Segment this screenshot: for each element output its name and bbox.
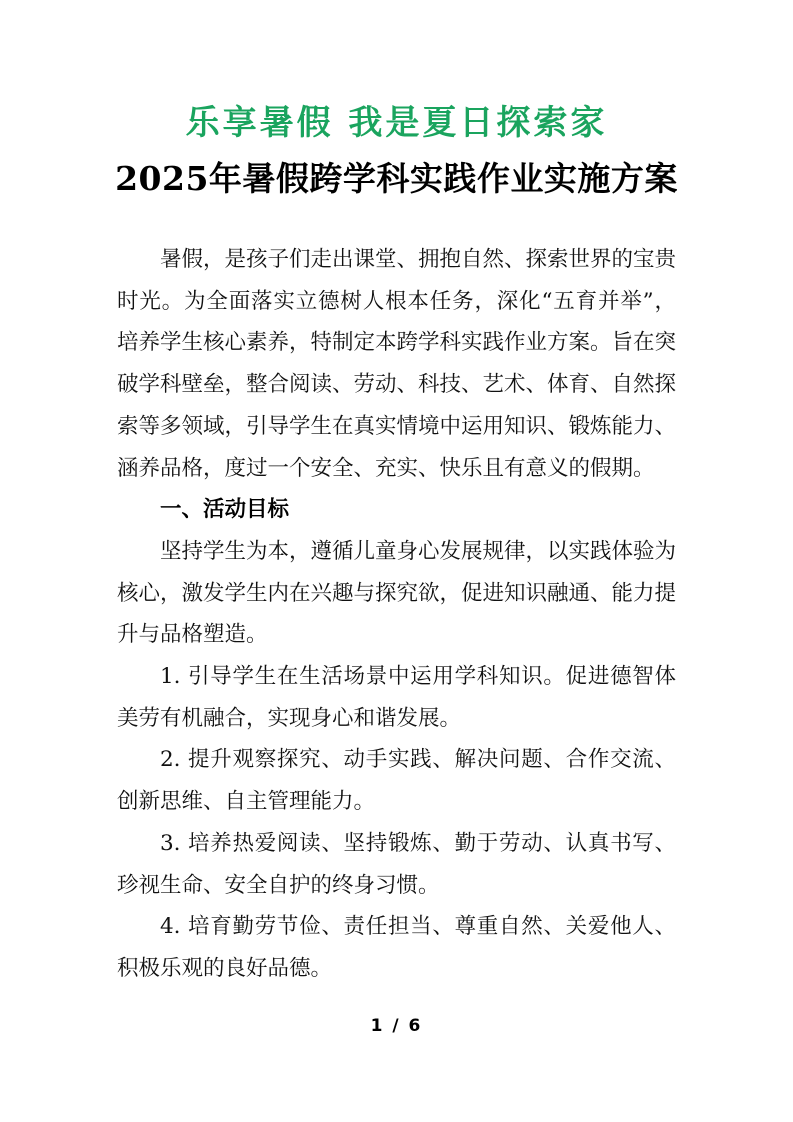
document-body xyxy=(117,239,676,990)
goal-item-4: 4. 培育勤劳节俭、责任担当、尊重自然、关爱他人、积极乐观的良好品德。 xyxy=(117,914,676,981)
goal-item-1: 1. 引导学生在生活场景中运用学科知识。促进德智体美劳有机融合，实现身心和谐发展。 xyxy=(117,664,676,731)
main-title: 2025年暑假跨学科实践作业实施方案 xyxy=(115,159,678,198)
page-number: 1 / 6 xyxy=(370,1016,423,1036)
section-heading-activity-goals: 一、活动目标 xyxy=(160,497,290,523)
goal-item-2: 2. 提升观察探究、动手实践、解决问题、合作交流、创新思维、自主管理能力。 xyxy=(117,747,676,815)
banner-title: 乐享暑假 我是夏日探索家 xyxy=(185,103,608,143)
intro-paragraph: 暑假，是孩子们走出课堂、拥抱自然、探索世界的宝贵时光。为全面落实立德树人根本任务，深化“五育并举”，培养学生核心素养，特制定本跨学科实践作业方案。旨在突破学科壁垒，整合阅读、劳动、科技、艺术、体育、自然探索等多领域，引导学生在真实情境中运用知识、锻炼能力、涵养品格，度过一个安全、充实、快乐且有意义的假期。 xyxy=(117,247,677,481)
goal-item-3: 3. 培养热爱阅读、坚持锻炼、勤于劳动、认真书写、珍视生命、安全自护的终身习惯。 xyxy=(117,830,676,898)
section-lead-paragraph: 坚持学生为本，遵循儿童身心发展规律，以实践体验为核心，激发学生内在兴趣与探究欲，促进知识融通、能力提升与品格塑造。 xyxy=(117,538,677,648)
